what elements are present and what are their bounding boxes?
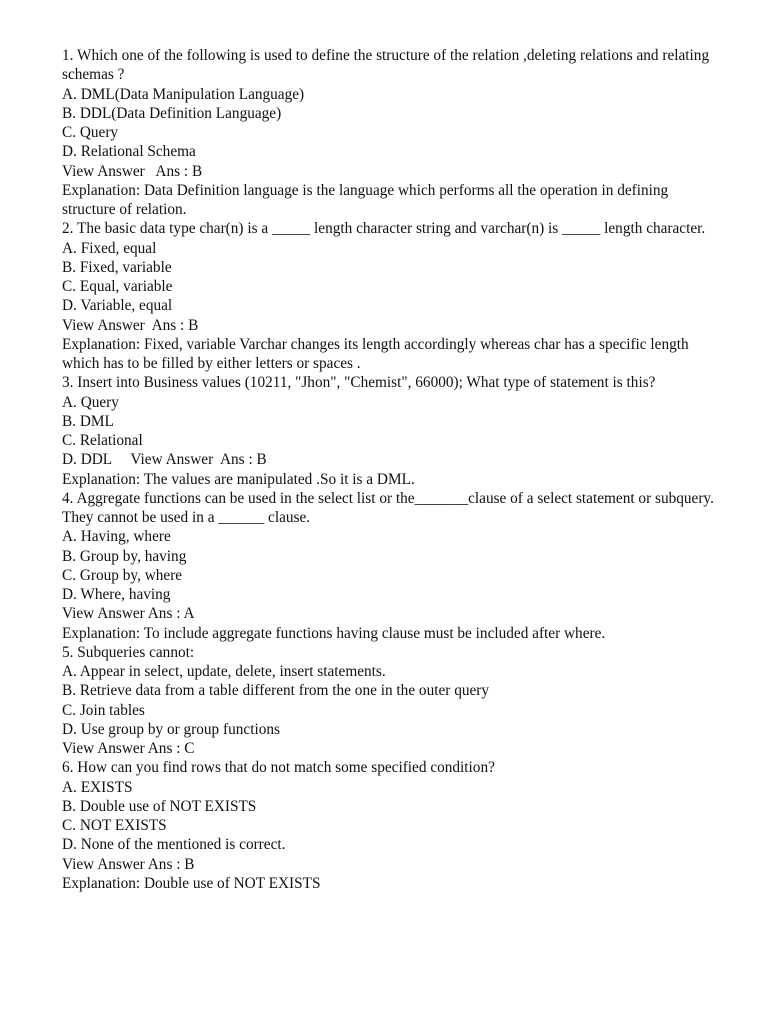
question-4-explanation: Explanation: To include aggregate functions having clause must be included after where. [62,624,606,642]
question-6-explanation: Explanation: Double use of NOT EXISTS [62,874,321,892]
question-4-answer: View Answer Ans : A [62,605,195,623]
question-3-option-a: A. Query [62,393,119,411]
question-6-answer: View Answer Ans : B [62,855,195,873]
question-1-explanation: Explanation: Data Definition language is the language which performs all the operation in defining structure of relation. [62,181,672,218]
document-page [62,46,722,893]
question-5-option-d: D. Use group by or group functions [62,720,280,738]
question-3-explanation: Explanation: The values are manipulated .So it is a DML. [62,470,415,488]
question-1-option-d: D. Relational Schema [62,143,196,161]
question-1-option-c: C. Query [62,124,119,141]
question-4-option-c: C. Group by, where [62,566,183,584]
question-6-text: 6. How can you find rows that do not match some specified condition? [62,759,495,777]
question-3-option-b: B. DML [62,412,114,430]
question-5-text: 5. Subqueries cannot: [62,643,195,661]
question-6-option-c: C. NOT EXISTS [62,817,167,834]
question-2-text: 2. The basic data type char(n) is a _____ length character string and varchar(n) is _____ length character. [62,220,706,238]
question-4-option-b: B. Group by, having [62,547,187,565]
question-6-option-d: D. None of the mentioned is correct. [62,836,286,854]
question-2-option-d: D. Variable, equal [62,297,173,315]
question-2-explanation: Explanation: Fixed, variable Varchar changes its length accordingly whereas char has a specific length which has to be filled by either letters or spaces . [62,335,693,372]
question-2-option-a: A. Fixed, equal [62,239,157,257]
question-5-option-b: B. Retrieve data from a table different from the one in the outer query [62,682,490,700]
question-4-option-d: D. Where, having [62,586,171,603]
question-1-text: 1. Which one of the following is used to define the structure of the relation ,deleting relations and relating schemas ? [62,47,713,84]
question-4-text: 4. Aggregate functions can be used in the select list or the_______clause of a select statement or subquery. They cannot be used in a ______ clause. [62,489,718,526]
question-3-text: 3. Insert into Business values (10211, "Jhon", "Chemist", 66000); What type of statement is this? [62,374,656,392]
question-2-option-c: C. Equal, variable [62,278,173,295]
question-1-answer: View Answer Ans : B [62,162,203,180]
question-5-option-c: C. Join tables [62,701,145,719]
question-2-answer: View Answer Ans : B [62,316,199,334]
question-5-option-a: A. Appear in select, update, delete, insert statements. [62,663,386,680]
question-6-option-b: B. Double use of NOT EXISTS [62,797,257,815]
question-1-option-a: A. DML(Data Manipulation Language) [62,85,305,103]
question-2-option-b: B. Fixed, variable [62,258,172,276]
question-5-answer: View Answer Ans : C [62,740,195,757]
question-1-option-b: B. DDL(Data Definition Language) [62,104,282,122]
question-3-option-c: C. Relational [62,432,143,449]
question-3-option-d-answer: D. DDL View Answer Ans : B [62,451,267,469]
question-6-option-a: A. EXISTS [62,778,133,796]
question-4-option-a: A. Having, where [62,528,171,546]
